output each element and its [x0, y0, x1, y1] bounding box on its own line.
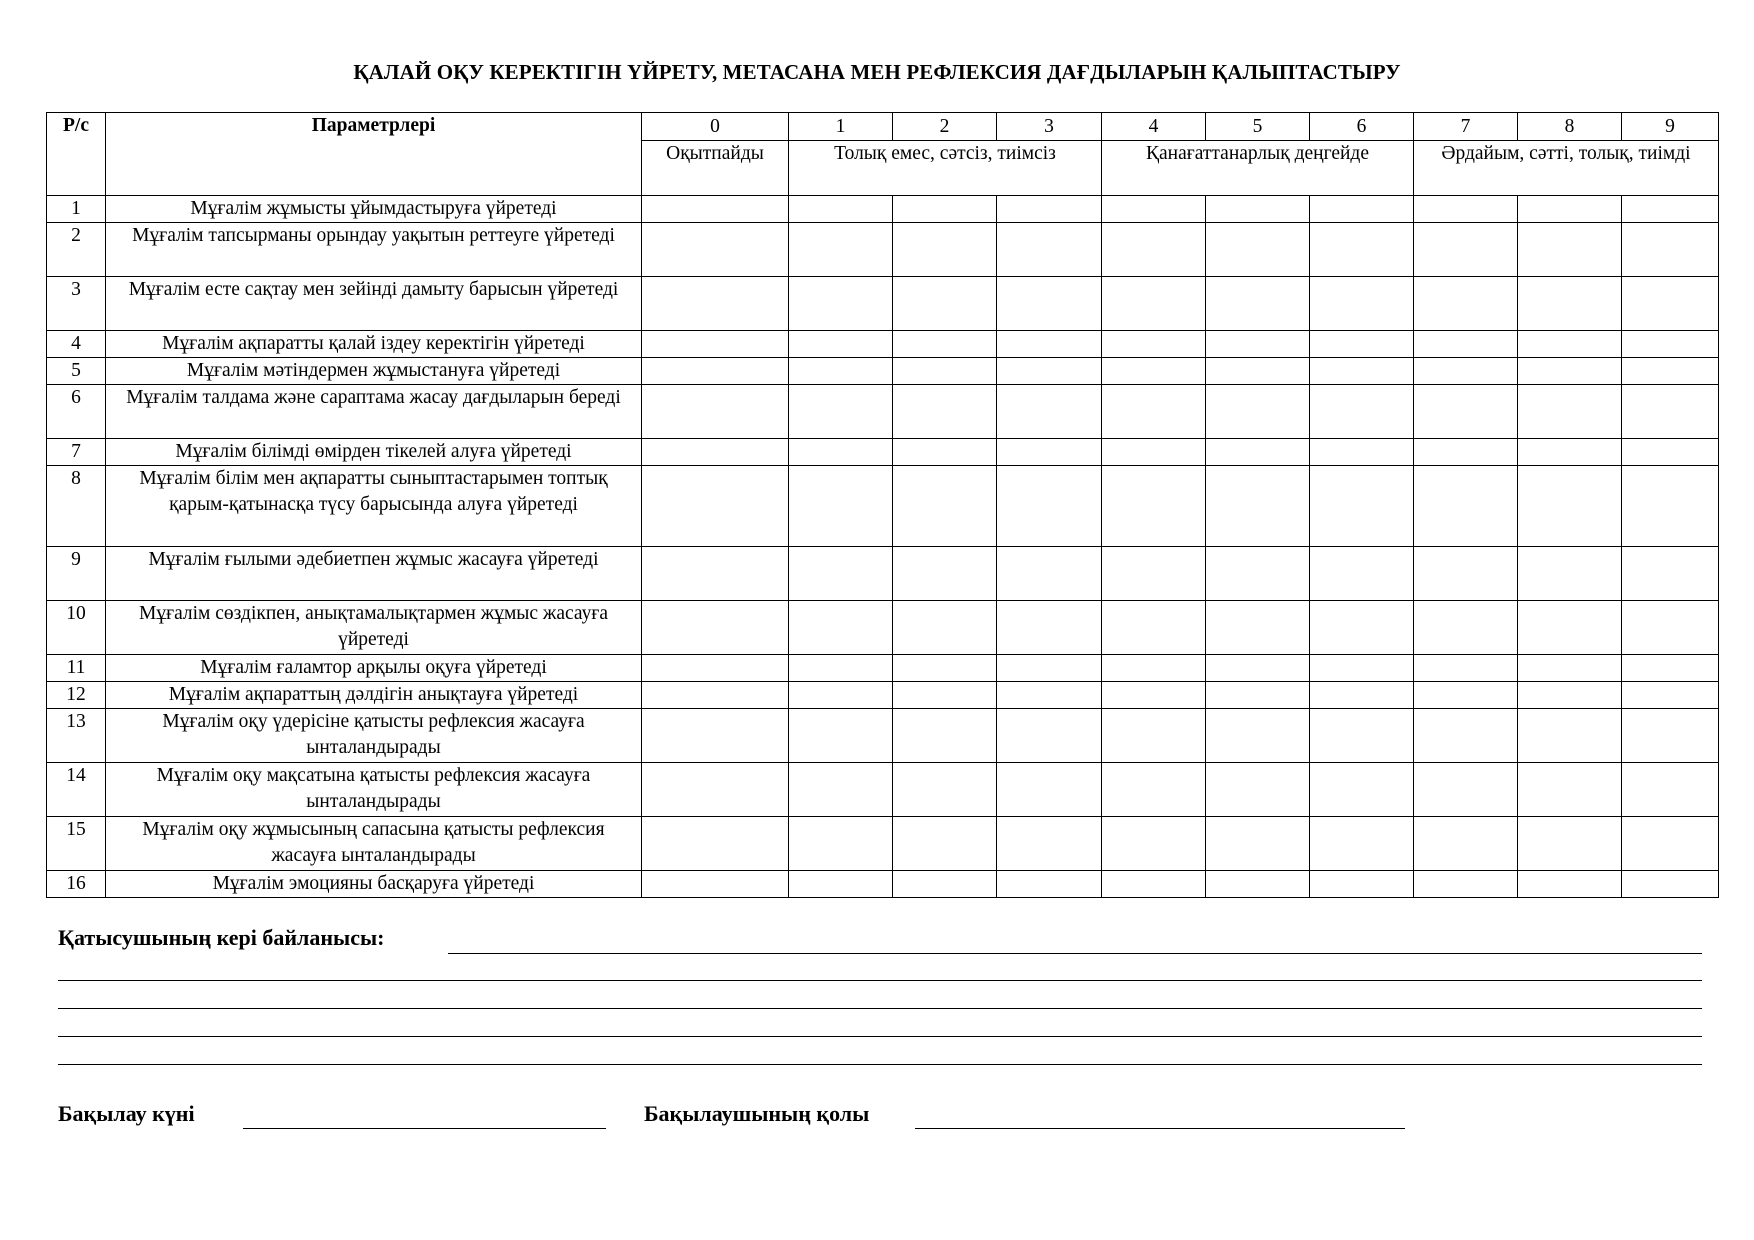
row-parameter: Мұғалім мәтіндермен жұмыстануға үйретеді	[106, 358, 642, 385]
score-cell[interactable]	[997, 547, 1102, 601]
score-cell[interactable]	[1102, 466, 1206, 547]
score-cell[interactable]	[1310, 196, 1414, 223]
score-cell[interactable]	[1102, 817, 1206, 871]
score-cell[interactable]	[1622, 439, 1719, 466]
score-cell[interactable]	[997, 277, 1102, 331]
score-cell[interactable]	[1414, 871, 1518, 898]
score-cell[interactable]	[1310, 547, 1414, 601]
score-cell[interactable]	[1310, 601, 1414, 655]
score-cell[interactable]	[789, 763, 893, 817]
table-row	[47, 601, 1719, 655]
score-cell[interactable]	[1102, 763, 1206, 817]
score-cell[interactable]	[1414, 655, 1518, 682]
row-number: 1	[47, 196, 106, 223]
score-cell[interactable]	[997, 439, 1102, 466]
score-cell[interactable]	[1206, 817, 1310, 871]
score-cell[interactable]	[789, 331, 893, 358]
score-cell[interactable]	[642, 709, 789, 763]
row-number: 3	[47, 277, 106, 331]
score-cell[interactable]	[1414, 277, 1518, 331]
score-cell[interactable]	[789, 601, 893, 655]
score-cell[interactable]	[1414, 196, 1518, 223]
score-cell[interactable]	[1622, 466, 1719, 547]
row-number: 9	[47, 547, 106, 601]
score-cell[interactable]	[997, 331, 1102, 358]
score-cell[interactable]	[642, 763, 789, 817]
score-cell[interactable]	[997, 358, 1102, 385]
score-cell[interactable]	[1518, 439, 1622, 466]
score-cell[interactable]	[1518, 871, 1622, 898]
score-cell[interactable]	[1622, 196, 1719, 223]
score-cell[interactable]	[1206, 547, 1310, 601]
table-row	[47, 223, 1719, 277]
score-cell[interactable]	[1310, 871, 1414, 898]
score-cell[interactable]	[642, 196, 789, 223]
level-header-always: Әрдайым, сәтті, толық, тиімді	[1414, 141, 1719, 196]
score-cell[interactable]	[1622, 817, 1719, 871]
score-cell[interactable]	[1102, 223, 1206, 277]
row-number: 5	[47, 358, 106, 385]
score-cell[interactable]	[997, 601, 1102, 655]
score-cell[interactable]	[1518, 655, 1622, 682]
score-cell[interactable]	[1622, 358, 1719, 385]
score-cell[interactable]	[1414, 358, 1518, 385]
score-cell[interactable]	[1102, 277, 1206, 331]
score-cell[interactable]	[1414, 601, 1518, 655]
score-cell[interactable]	[1518, 547, 1622, 601]
score-cell[interactable]	[1206, 682, 1310, 709]
score-cell[interactable]	[1206, 601, 1310, 655]
score-cell[interactable]	[893, 763, 997, 817]
score-cell[interactable]	[1414, 223, 1518, 277]
row-parameter: Мұғалім ақпараттың дәлдігін анықтауға үйретеді	[106, 682, 642, 709]
signature-label: Бақылаушының қолы	[644, 1101, 870, 1126]
score-cell[interactable]	[642, 466, 789, 547]
score-cell[interactable]	[1310, 466, 1414, 547]
score-cell[interactable]	[1310, 358, 1414, 385]
table-body	[47, 196, 1719, 898]
score-cell[interactable]	[1206, 277, 1310, 331]
score-cell[interactable]	[893, 331, 997, 358]
table-row	[47, 709, 1719, 763]
score-cell[interactable]	[1310, 655, 1414, 682]
feedback-line[interactable]	[58, 1036, 1702, 1037]
table-row	[47, 277, 1719, 331]
score-header-3: 3	[997, 113, 1102, 141]
table-row	[47, 817, 1719, 871]
score-cell[interactable]	[893, 709, 997, 763]
score-cell[interactable]	[1310, 331, 1414, 358]
row-number: 8	[47, 466, 106, 547]
score-header-7: 7	[1414, 113, 1518, 141]
score-cell[interactable]	[789, 385, 893, 439]
row-parameter: Мұғалім талдама және сараптама жасау дағдыларын береді	[106, 385, 642, 439]
row-parameter: Мұғалім эмоцияны басқаруға үйретеді	[106, 871, 642, 898]
column-header-parameters: Параметрлері	[106, 113, 642, 196]
row-parameter: Мұғалім оқу жұмысының сапасына қатысты рефлексия жасауға ынталандырады	[106, 817, 642, 871]
row-number: 16	[47, 871, 106, 898]
score-cell[interactable]	[789, 358, 893, 385]
row-parameter: Мұғалім білімді өмірден тікелей алуға үйретеді	[106, 439, 642, 466]
score-header-0: 0	[642, 113, 789, 141]
column-header-number: Р/с	[47, 113, 106, 196]
score-cell[interactable]	[789, 655, 893, 682]
score-cell[interactable]	[789, 196, 893, 223]
score-cell[interactable]	[1622, 682, 1719, 709]
feedback-label: Қатысушының кері байланысы:	[58, 925, 385, 950]
score-header-2: 2	[893, 113, 997, 141]
score-cell[interactable]	[1206, 763, 1310, 817]
score-cell[interactable]	[1102, 358, 1206, 385]
score-cell[interactable]	[1102, 196, 1206, 223]
table-row	[47, 871, 1719, 898]
score-cell[interactable]	[997, 466, 1102, 547]
score-cell[interactable]	[1518, 277, 1622, 331]
table-row	[47, 547, 1719, 601]
score-cell[interactable]	[1206, 439, 1310, 466]
score-cell[interactable]	[789, 817, 893, 871]
score-cell[interactable]	[1414, 439, 1518, 466]
score-cell[interactable]	[893, 385, 997, 439]
score-cell[interactable]	[893, 358, 997, 385]
row-number: 12	[47, 682, 106, 709]
score-cell[interactable]	[1310, 709, 1414, 763]
score-header-9: 9	[1622, 113, 1719, 141]
score-cell[interactable]	[893, 682, 997, 709]
row-number: 2	[47, 223, 106, 277]
score-cell[interactable]	[1102, 547, 1206, 601]
score-cell[interactable]	[1102, 682, 1206, 709]
score-cell[interactable]	[1310, 817, 1414, 871]
score-cell[interactable]	[997, 385, 1102, 439]
score-cell[interactable]	[789, 466, 893, 547]
score-cell[interactable]	[1518, 601, 1622, 655]
table-row	[47, 682, 1719, 709]
row-parameter: Мұғалім білім мен ақпаратты сыныптастарымен топтық қарым-қатынасқа түсу барысында алуға үйретеді	[106, 466, 642, 547]
feedback-line[interactable]	[58, 980, 1702, 981]
row-parameter: Мұғалім сөздікпен, анықтамалықтармен жұмыс жасауға үйретеді	[106, 601, 642, 655]
score-cell[interactable]	[642, 682, 789, 709]
score-cell[interactable]	[1518, 466, 1622, 547]
score-cell[interactable]	[1310, 385, 1414, 439]
row-number: 10	[47, 601, 106, 655]
score-cell[interactable]	[1518, 682, 1622, 709]
table-row	[47, 763, 1719, 817]
score-cell[interactable]	[642, 817, 789, 871]
score-cell[interactable]	[997, 223, 1102, 277]
row-parameter: Мұғалім есте сақтау мен зейінді дамыту барысын үйретеді	[106, 277, 642, 331]
row-parameter: Мұғалім оқу үдерісіне қатысты рефлексия жасауға ынталандырады	[106, 709, 642, 763]
score-cell[interactable]	[893, 547, 997, 601]
date-label: Бақылау күні	[58, 1101, 195, 1126]
evaluation-table	[46, 112, 1719, 898]
score-cell[interactable]	[1102, 655, 1206, 682]
score-cell[interactable]	[1622, 709, 1719, 763]
score-cell[interactable]	[642, 547, 789, 601]
score-header-1: 1	[789, 113, 893, 141]
score-cell[interactable]	[1414, 385, 1518, 439]
row-parameter: Мұғалім тапсырманы орындау уақытын реттеуге үйретеді	[106, 223, 642, 277]
score-cell[interactable]	[789, 682, 893, 709]
score-cell[interactable]	[1622, 871, 1719, 898]
header-row	[47, 113, 1719, 141]
date-line[interactable]	[243, 1128, 606, 1129]
score-cell[interactable]	[1518, 385, 1622, 439]
score-cell[interactable]	[997, 817, 1102, 871]
score-cell[interactable]	[997, 763, 1102, 817]
score-cell[interactable]	[1518, 817, 1622, 871]
score-cell[interactable]	[1206, 709, 1310, 763]
table-row	[47, 331, 1719, 358]
score-cell[interactable]	[642, 223, 789, 277]
table-row	[47, 655, 1719, 682]
score-cell[interactable]	[1310, 277, 1414, 331]
score-cell[interactable]	[1206, 385, 1310, 439]
score-cell[interactable]	[1414, 466, 1518, 547]
row-parameter: Мұғалім ғаламтор арқылы оқуға үйретеді	[106, 655, 642, 682]
score-cell[interactable]	[1622, 655, 1719, 682]
score-cell[interactable]	[1518, 358, 1622, 385]
score-cell[interactable]	[893, 223, 997, 277]
score-cell[interactable]	[997, 682, 1102, 709]
score-cell[interactable]	[789, 439, 893, 466]
score-cell[interactable]	[1622, 385, 1719, 439]
score-cell[interactable]	[1622, 601, 1719, 655]
score-cell[interactable]	[1414, 331, 1518, 358]
score-cell[interactable]	[1414, 763, 1518, 817]
score-cell[interactable]	[1518, 763, 1622, 817]
row-parameter: Мұғалім оқу мақсатына қатысты рефлексия жасауға ынталандырады	[106, 763, 642, 817]
score-cell[interactable]	[893, 439, 997, 466]
table-row	[47, 358, 1719, 385]
row-number: 15	[47, 817, 106, 871]
score-header-6: 6	[1310, 113, 1414, 141]
level-header-none: Оқытпайды	[642, 141, 789, 196]
score-cell[interactable]	[997, 655, 1102, 682]
score-cell[interactable]	[1102, 439, 1206, 466]
score-cell[interactable]	[1518, 196, 1622, 223]
score-cell[interactable]	[1622, 277, 1719, 331]
score-cell[interactable]	[642, 601, 789, 655]
page-title: ҚАЛАЙ ОҚУ КЕРЕКТІГІН ҮЙРЕТУ, МЕТАСАНА МЕН РЕФЛЕКСИЯ ДАҒДЫЛАРЫН ҚАЛЫПТАСТЫРУ	[353, 60, 1401, 84]
score-cell[interactable]	[1102, 709, 1206, 763]
score-cell[interactable]	[997, 709, 1102, 763]
score-cell[interactable]	[1622, 763, 1719, 817]
score-cell[interactable]	[642, 331, 789, 358]
score-cell[interactable]	[893, 277, 997, 331]
feedback-line[interactable]	[58, 1064, 1702, 1065]
score-cell[interactable]	[1310, 763, 1414, 817]
score-header-4: 4	[1102, 113, 1206, 141]
score-cell[interactable]	[893, 871, 997, 898]
score-cell[interactable]	[1414, 817, 1518, 871]
score-cell[interactable]	[789, 709, 893, 763]
score-cell[interactable]	[1102, 871, 1206, 898]
table-row	[47, 196, 1719, 223]
score-cell[interactable]	[1414, 547, 1518, 601]
score-cell[interactable]	[1102, 331, 1206, 358]
row-parameter: Мұғалім жұмысты ұйымдастыруға үйретеді	[106, 196, 642, 223]
feedback-line[interactable]	[58, 1008, 1702, 1009]
score-cell[interactable]	[893, 655, 997, 682]
row-number: 11	[47, 655, 106, 682]
score-cell[interactable]	[642, 655, 789, 682]
score-cell[interactable]	[1206, 331, 1310, 358]
row-parameter: Мұғалім ақпаратты қалай іздеу керектігін үйретеді	[106, 331, 642, 358]
row-number: 6	[47, 385, 106, 439]
signature-line[interactable]	[915, 1128, 1405, 1129]
score-cell[interactable]	[1206, 223, 1310, 277]
score-cell[interactable]	[789, 277, 893, 331]
row-number: 7	[47, 439, 106, 466]
row-number: 13	[47, 709, 106, 763]
score-cell[interactable]	[789, 223, 893, 277]
score-cell[interactable]	[1622, 547, 1719, 601]
score-cell[interactable]	[642, 277, 789, 331]
score-cell[interactable]	[1518, 223, 1622, 277]
table-row	[47, 385, 1719, 439]
score-cell[interactable]	[1310, 439, 1414, 466]
score-header-5: 5	[1206, 113, 1310, 141]
score-cell[interactable]	[893, 817, 997, 871]
row-parameter: Мұғалім ғылыми әдебиетпен жұмыс жасауға үйретеді	[106, 547, 642, 601]
score-cell[interactable]	[1206, 655, 1310, 682]
score-cell[interactable]	[997, 196, 1102, 223]
level-header-satisfactory: Қанағаттанарлық деңгейде	[1102, 141, 1414, 196]
score-cell[interactable]	[642, 358, 789, 385]
score-header-8: 8	[1518, 113, 1622, 141]
table-row	[47, 439, 1719, 466]
row-number: 14	[47, 763, 106, 817]
score-cell[interactable]	[1206, 871, 1310, 898]
score-cell[interactable]	[642, 385, 789, 439]
score-cell[interactable]	[1206, 358, 1310, 385]
table-row	[47, 466, 1719, 547]
row-number: 4	[47, 331, 106, 358]
score-cell[interactable]	[1414, 682, 1518, 709]
score-cell[interactable]	[789, 871, 893, 898]
score-cell[interactable]	[1206, 196, 1310, 223]
score-cell[interactable]	[893, 601, 997, 655]
score-cell[interactable]	[893, 466, 997, 547]
score-cell[interactable]	[1518, 709, 1622, 763]
level-header-incomplete: Толық емес, сәтсіз, тиімсіз	[789, 141, 1102, 196]
score-cell[interactable]	[642, 439, 789, 466]
score-cell[interactable]	[1414, 709, 1518, 763]
score-cell[interactable]	[1102, 385, 1206, 439]
score-cell[interactable]	[1518, 331, 1622, 358]
score-cell[interactable]	[1102, 601, 1206, 655]
score-cell[interactable]	[642, 871, 789, 898]
feedback-line[interactable]	[448, 953, 1702, 954]
score-cell[interactable]	[1310, 223, 1414, 277]
score-cell[interactable]	[1206, 466, 1310, 547]
score-cell[interactable]	[997, 871, 1102, 898]
score-cell[interactable]	[1622, 331, 1719, 358]
score-cell[interactable]	[1310, 682, 1414, 709]
score-cell[interactable]	[789, 547, 893, 601]
score-cell[interactable]	[893, 196, 997, 223]
score-cell[interactable]	[1622, 223, 1719, 277]
